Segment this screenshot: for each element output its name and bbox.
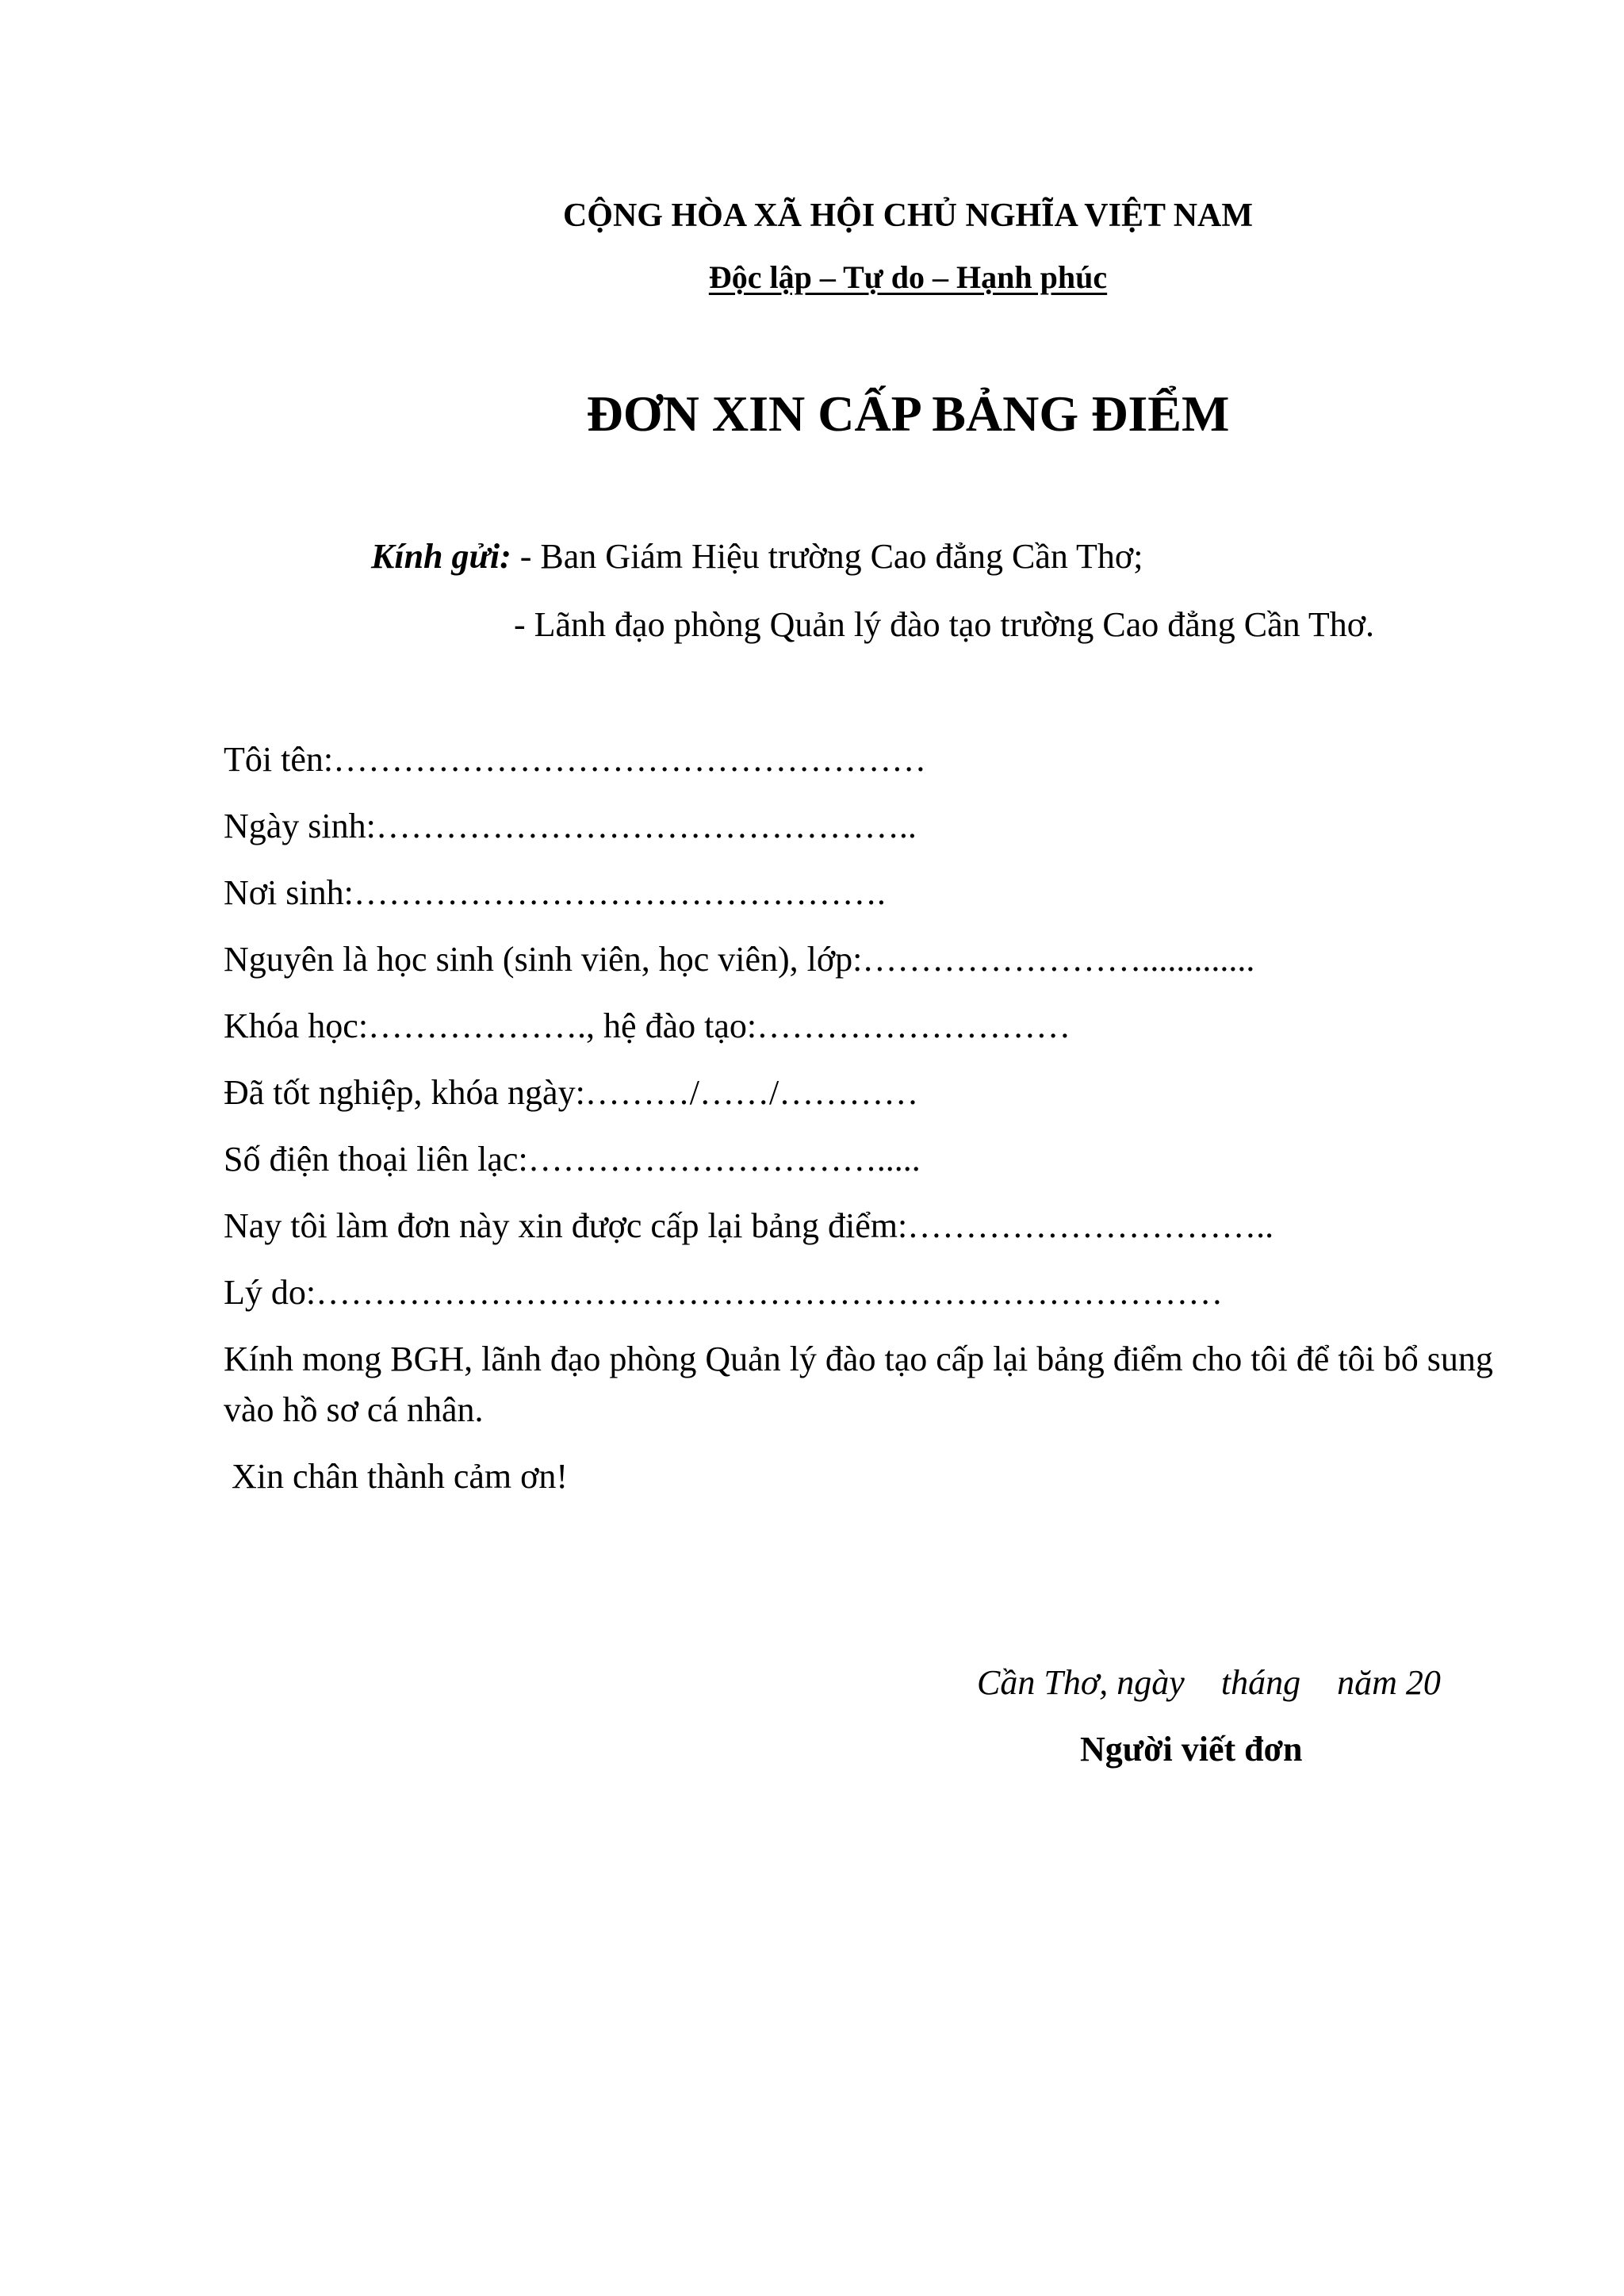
field-graduation-date: Đã tốt nghiệp, khóa ngày:………/……/…………	[224, 1073, 919, 1112]
signer-label: Người viết đơn	[1080, 1730, 1303, 1769]
field-request: Nay tôi làm đơn này xin được cấp lại bảng điểm:…………………………..	[224, 1206, 1274, 1245]
document-title: ĐƠN XIN CẤP BẢNG ĐIỂM	[586, 385, 1230, 442]
request-paragraph: Kính mong BGH, lãnh đạo phòng Quản lý đào tạo cấp lại bảng điểm cho tôi để tôi bổ sung vào hồ sơ cá nhân.	[224, 1340, 1493, 1429]
field-class: Nguyên là học sinh (sinh viên, học viên), lớp:…………………….............	[224, 940, 1255, 979]
motto-text: Độc lập – Tự do – Hạnh phúc	[708, 259, 1108, 295]
date-place: Cần Thơ, ngày	[977, 1663, 1185, 1702]
field-name: Tôi tên:……………………………………………	[224, 740, 927, 779]
recipient-1: - Ban Giám Hiệu trường Cao đẳng Cần Thơ;	[511, 537, 1143, 576]
thanks-line: Xin chân thành cảm ơn!	[232, 1457, 569, 1496]
field-course: Khóa học:………………., hệ đào tạo:………………………	[224, 1006, 1071, 1045]
date-year: năm 20	[1337, 1663, 1441, 1702]
field-phone: Số điện thoại liên lạc:………………………….....	[224, 1140, 921, 1179]
date-line	[977, 1659, 1441, 1707]
recipient-line-2: - Lãnh đạo phòng Quản lý đào tạo trường Cao đẳng Cần Thơ.	[514, 605, 1375, 644]
recipient-line-1	[371, 533, 1143, 581]
recipient-label: Kính gửi:	[371, 537, 511, 576]
field-reason: Lý do:……………………………………………………………………	[224, 1273, 1224, 1312]
national-title: CỘNG HÒA XÃ HỘI CHỦ NGHĨA VIỆT NAM	[562, 197, 1254, 234]
field-birthplace: Nơi sinh:……………………………………….	[224, 873, 886, 912]
national-motto	[0, 255, 1624, 300]
field-birthdate: Ngày sinh:………………………………………..	[224, 807, 917, 845]
date-month: tháng	[1220, 1663, 1301, 1702]
